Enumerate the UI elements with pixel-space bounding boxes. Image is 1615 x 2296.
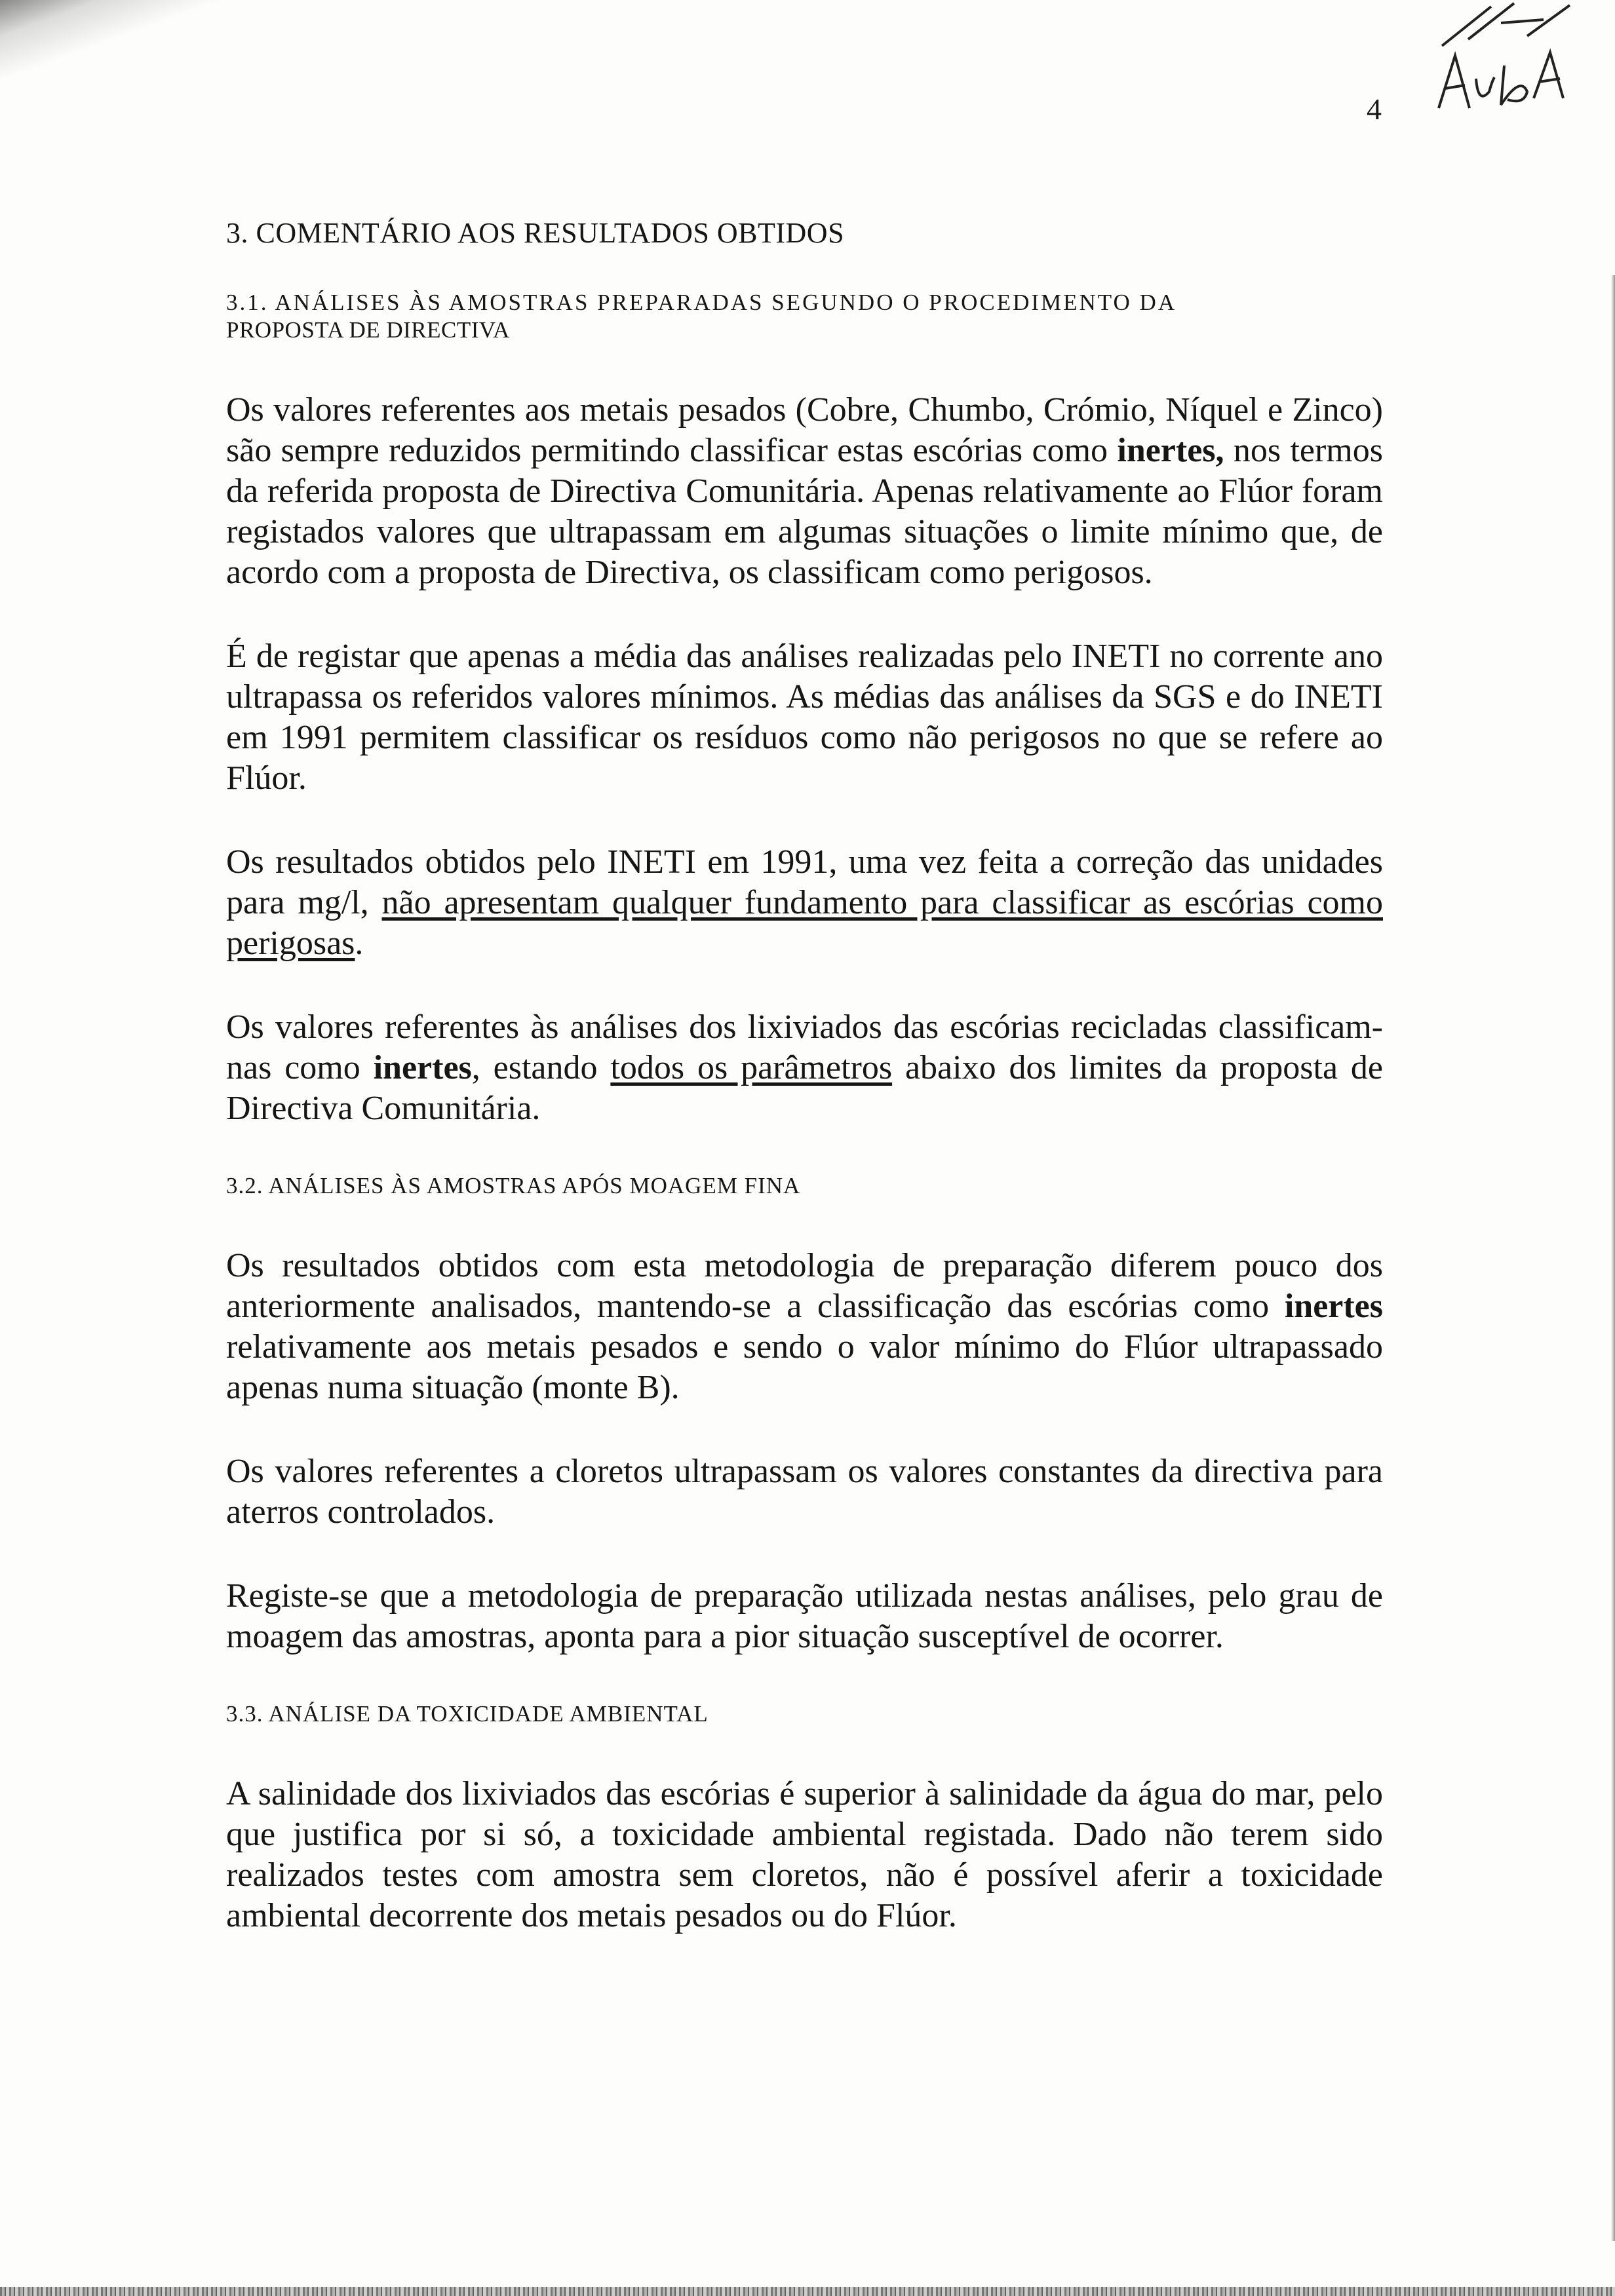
scan-artifact-top-left (0, 0, 288, 98)
subsection-heading-3-1 (226, 289, 1383, 344)
subsection-heading-3-1-line2: PROPOSTA DE DIRECTIVA (226, 317, 510, 343)
document-body (226, 216, 1383, 1980)
scan-artifact-bottom-edge (0, 2287, 1615, 2296)
handwritten-initials (1429, 0, 1593, 118)
paragraph-3-2-1: Os resultados obtidos com esta metodologia de preparação diferem pouco dos anteriormente analisados, mantendo-se a classificação das escórias como inertes relativamente aos metais pesados e sendo o valor mínimo do Flúor ultrapassado apenas numa situação (monte B). (226, 1247, 1383, 1406)
subsection-heading-3-3: 3.3. ANÁLISE DA TOXICIDADE AMBIENTAL (226, 1701, 709, 1727)
paragraph-3-1-2: É de registar que apenas a média das análises realizadas pelo INETI no corrente ano ultrapassa os referidos valores mínimos. As médias das análises da SGS e do INETI em 1991 permitem classificar os resíduos como não perigosos no que se refere ao Flúor. (226, 638, 1383, 797)
paragraph-3-2-3: Registe-se que a metodologia de preparação utilizada nestas análises, pelo grau de moagem das amostras, aponta para a pior situação susceptível de ocorrer. (226, 1577, 1383, 1655)
scan-artifact-right-edge (1611, 275, 1615, 2241)
section-heading: 3. COMENTÁRIO AOS RESULTADOS OBTIDOS (226, 217, 845, 249)
paragraph-3-3-1: A salinidade dos lixiviados das escórias é superior à salinidade da água do mar, pelo que justifica por si só, a toxicidade ambiental registada. Dado não terem sido realizados testes com amostra sem cloretos, não é possível aferir a toxicidade ambiental decorrente dos metais pesados ou do Flúor. (226, 1775, 1383, 1934)
paragraph-3-1-4: Os valores referentes às análises dos lixiviados das escórias recicladas classificam-nas como inertes, estando todos os parâmetros abaixo dos limites da proposta de Directiva Comunitária. (226, 1008, 1383, 1127)
paragraph-3-2-2: Os valores referentes a cloretos ultrapassam os valores constantes da directiva para aterros controlados. (226, 1453, 1383, 1531)
paragraph-3-1-3: Os resultados obtidos pelo INETI em 1991, uma vez feita a correção das unidades para mg/l, não apresentam qualquer fundamento para classificar as escórias como perigosas. (226, 843, 1383, 962)
subsection-heading-3-2: 3.2. ANÁLISES ÀS AMOSTRAS APÓS MOAGEM FINA (226, 1173, 801, 1198)
page-number: 4 (1367, 92, 1382, 126)
subsection-heading-3-1-line1: 3.1. ANÁLISES ÀS AMOSTRAS PREPARADAS SEGUNDO O PROCEDIMENTO DA (226, 290, 1177, 315)
paragraph-3-1-1: Os valores referentes aos metais pesados (Cobre, Chumbo, Crómio, Níquel e Zinco) são sempre reduzidos permitindo classificar estas escórias como inertes, nos termos da referida proposta de Directiva Comunitária. Apenas relativamente ao Flúor foram registados valores que ultrapassam em algumas situações o limite mínimo que, de acordo com a proposta de Directiva, os classificam como perigosos. (226, 391, 1383, 591)
